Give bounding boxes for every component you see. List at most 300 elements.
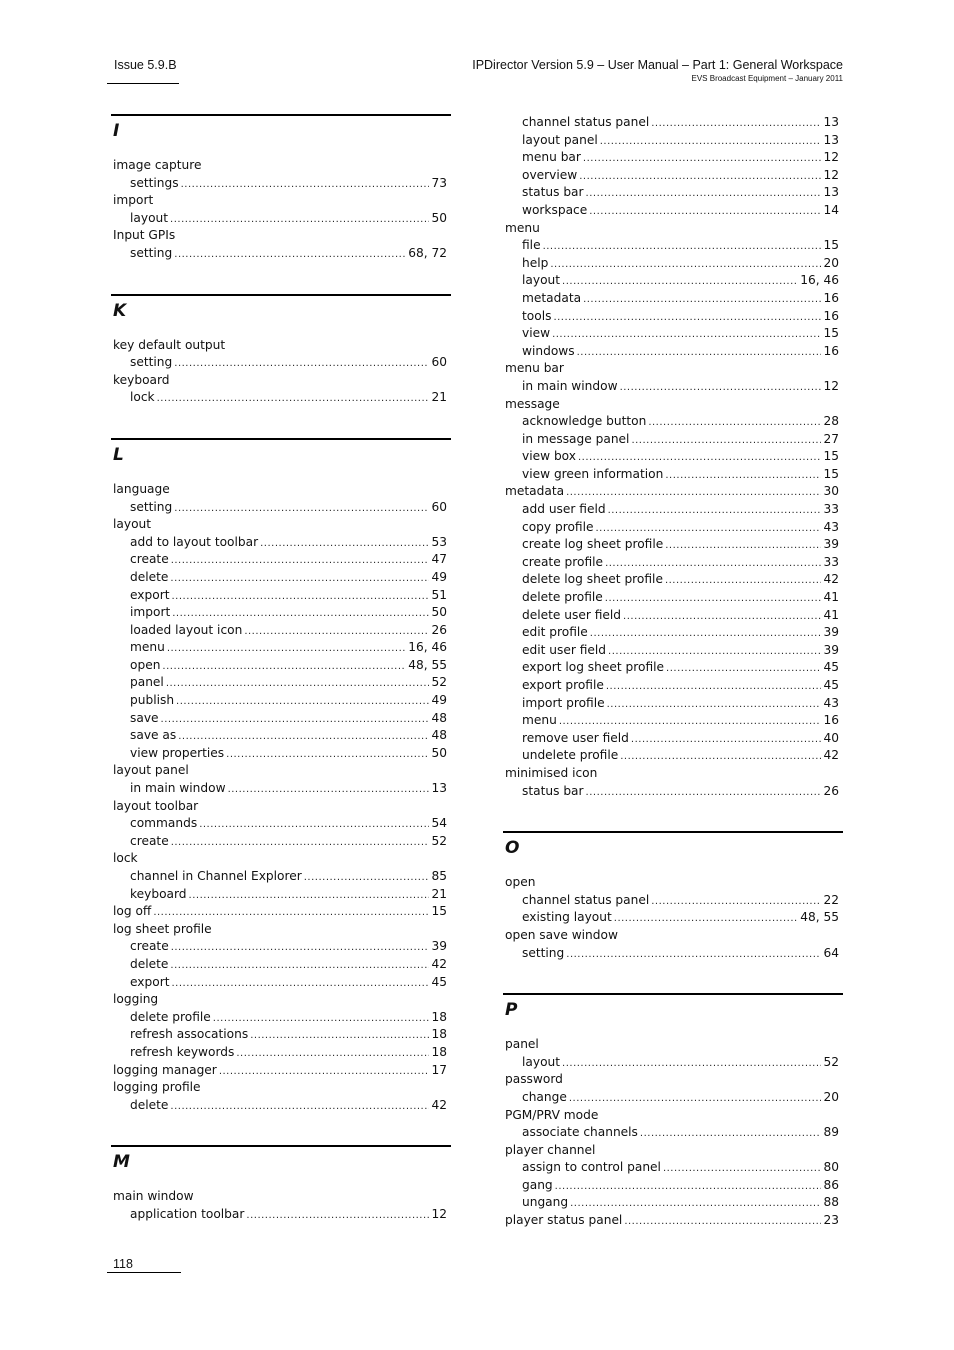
dot-leader [161,711,430,729]
index-entry [503,1107,843,1125]
dot-leader [543,238,822,256]
index-subentry [111,815,451,833]
index-subentry [503,1054,843,1072]
index-subentry [503,325,843,343]
document-title: IPDirector Version 5.9 – User Manual – Part 1: General Workspace [472,58,843,72]
dot-leader [213,1010,430,1028]
index-subentry [503,695,843,713]
index-subentry [503,184,843,202]
page-reference: 73 [431,175,447,190]
index-term: menu bar [505,361,564,376]
page-reference: 13 [823,115,839,129]
index-term: import [113,193,154,208]
dot-leader [605,555,821,573]
index-subentry [111,622,451,640]
index-term: channel in Channel Explorer [130,869,302,883]
index-term: create log sheet profile [522,537,664,552]
index-term: open save window [505,927,618,942]
dot-leader [623,608,821,626]
index-subentry [111,833,451,851]
index-subentry [503,413,843,431]
index-term: minimised icon [505,765,598,780]
index-entry [111,157,451,175]
page-reference: 42 [823,572,839,587]
page-reference: 16 [823,713,839,728]
index-subentry [111,674,451,692]
page-reference: 20 [823,1089,839,1104]
page-reference: 30 [823,484,839,499]
index-term: PGM/PRV mode [505,1107,599,1122]
index-subentry [111,692,451,710]
page-reference: 41 [823,607,839,622]
page-reference: 52 [823,1054,839,1069]
issue-label: Issue 5.9.B [114,58,177,72]
dot-leader [566,484,821,502]
index-entry [111,762,451,780]
header-rule [107,83,179,84]
index-term: view [522,326,551,341]
page-reference: 50 [431,605,447,620]
page-reference: 48, 55 [408,657,447,672]
index-subentry [111,1009,451,1027]
page-reference: 54 [431,816,447,831]
index-term: channel status panel [522,892,650,907]
dot-leader [559,713,822,731]
dot-leader [663,1160,822,1178]
index-term: layout [113,517,152,532]
index-term: windows [522,343,575,358]
index-column-left [111,114,451,1224]
index-term: loaded layout icon [130,622,243,637]
dot-leader [620,379,822,397]
dot-leader [170,1098,429,1116]
page-reference: 39 [823,537,839,552]
index-term: layout toolbar [113,798,199,813]
index-subentry [503,308,843,326]
page-reference: 16, 46 [408,640,447,655]
page-reference: 48, 55 [800,910,839,925]
index-subentry [503,1089,843,1107]
page-reference: 88 [823,1195,839,1210]
index-subentry [503,202,843,220]
section-letter: I [113,121,120,141]
index-entry [503,1071,843,1089]
index-term: gang [522,1177,553,1192]
index-entry [111,337,451,355]
index-term: panel [130,675,164,690]
dot-leader [236,1045,429,1063]
index-subentry [503,501,843,519]
index-term: delete log sheet profile [522,572,663,587]
page-reference: 16, 46 [800,273,839,288]
index-term: create [130,939,169,954]
dot-leader [304,869,430,887]
page-reference: 49 [431,693,447,708]
index-term: open [505,875,536,890]
index-term: delete [130,1097,169,1112]
section-gap [503,800,843,831]
index-term: keyboard [130,886,187,901]
page-reference: 42 [431,1097,447,1112]
page-reference: 80 [823,1160,839,1175]
index-term: save as [130,728,177,743]
index-term: refresh assocations [130,1027,249,1042]
index-subentry [503,1124,843,1142]
dot-leader [665,572,822,590]
dot-leader [595,520,821,538]
index-term: setting [130,499,173,514]
page-reference: 18 [431,1027,447,1042]
dot-leader [566,946,821,964]
index-term: import [130,605,171,620]
dot-leader [181,176,430,194]
index-term: export [130,974,170,989]
index-term: existing layout [522,910,612,925]
page-reference: 14 [823,202,839,217]
index-term: edit user field [522,642,607,657]
index-term: metadata [522,290,582,305]
index-column-right [503,114,843,1230]
section-gap [111,1114,451,1145]
page-reference: 16 [823,290,839,305]
index-subentry [111,551,451,569]
dot-leader [600,133,822,151]
index-term: delete [130,956,169,971]
index-subentry [503,255,843,273]
dot-leader [162,658,406,676]
index-term: create profile [522,554,604,569]
index-term: delete profile [130,1009,211,1024]
index-term: delete profile [522,590,603,605]
dot-leader [228,781,430,799]
dot-leader [176,693,429,711]
index-term: export profile [522,678,604,692]
dot-leader [199,816,429,834]
index-term: associate channels [522,1125,638,1140]
index-subentry [503,114,843,132]
dot-leader [171,552,430,570]
index-term: delete [130,569,169,584]
document-subtitle: EVS Broadcast Equipment – January 2011 [691,74,843,83]
index-entry [111,1062,451,1080]
page-reference: 60 [431,499,447,514]
index-term: image capture [113,158,202,172]
dot-leader [578,449,822,467]
index-entry [111,850,451,868]
page-reference: 45 [823,678,839,692]
index-term: edit profile [522,625,588,640]
index-term: undelete profile [522,748,619,763]
index-subentry [503,892,843,910]
index-subentry [503,167,843,185]
page-reference: 16 [823,308,839,323]
index-term: menu [522,713,557,728]
index-term: layout panel [113,763,189,778]
index-subentry [503,659,843,677]
index-entry [503,1142,843,1160]
dot-leader [562,1055,821,1073]
page-reference: 51 [431,587,447,602]
index-subentry [503,1177,843,1195]
index-subentry [503,571,843,589]
index-subentry [111,974,451,992]
index-term: create [130,552,169,567]
dot-leader [607,696,822,714]
index-subentry [503,149,843,167]
index-entry [111,372,451,390]
section-gap [111,263,451,294]
index-subentry [111,886,451,904]
index-term: message [505,396,560,411]
dot-leader [553,309,821,327]
index-term: logging [113,992,159,1007]
index-subentry [111,639,451,657]
page-reference: 43 [823,695,839,710]
index-term: layout panel [522,132,598,147]
index-term: export log sheet profile [522,660,665,675]
page-reference: 45 [823,660,839,675]
dot-leader [562,273,798,291]
index-subentry [111,1097,451,1115]
dot-leader [631,432,821,450]
dot-leader [552,326,821,344]
index-term: menu bar [522,150,581,165]
index-entry [503,483,843,501]
index-subentry [503,466,843,484]
dot-leader [579,168,821,186]
index-subentry [503,945,843,963]
index-subentry [503,519,843,537]
index-entry [111,991,451,1009]
index-term: logging profile [113,1080,201,1095]
page-reference: 13 [823,132,839,147]
index-section-k [111,263,451,407]
page-reference: 43 [823,519,839,534]
dot-leader [170,211,429,229]
page-reference: 33 [823,554,839,569]
dot-leader [167,640,406,658]
index-subentry [111,354,451,372]
page-reference: 86 [823,1177,839,1192]
index-term: save [130,710,159,725]
dot-leader [648,414,821,432]
index-term: add user field [522,502,606,517]
section-letter: M [113,1152,130,1173]
index-subentry [111,657,451,675]
index-subentry [503,237,843,255]
index-term: Input GPIs [113,228,176,243]
index-term: log sheet profile [113,921,212,936]
index-entry [503,396,843,414]
index-entry [503,1212,843,1230]
dot-leader [550,256,821,274]
index-section-m [111,1114,451,1223]
dot-leader [665,467,821,485]
index-term: copy profile [522,519,594,534]
page-reference: 12 [823,167,839,182]
index-subentry [503,290,843,308]
index-subentry [503,378,843,396]
dot-leader [586,784,822,802]
section-letter: O [505,838,520,859]
dot-leader [172,605,429,623]
dot-leader [605,590,822,608]
index-entry [503,1036,843,1054]
index-subentry [111,956,451,974]
page-reference: 15 [823,238,839,253]
index-subentry [503,589,843,607]
index-term: panel [505,1037,539,1052]
index-term: view green information [522,466,664,481]
index-section-continued [503,114,843,800]
index-term: refresh keywords [130,1044,235,1059]
page-reference: 50 [431,210,447,225]
dot-leader [157,390,430,408]
index-term: keyboard [113,372,170,387]
document-title-block [472,58,843,83]
index-section-p [503,962,843,1230]
dot-leader [606,678,822,696]
index-entry [111,921,451,939]
index-subentry [503,677,843,695]
page-reference: 12 [431,1206,447,1221]
index-term: setting [522,945,565,960]
page-reference: 48 [431,710,447,725]
index-subentry [111,780,451,798]
section-letter: L [113,444,124,465]
index-term: export [130,587,170,602]
page-reference: 20 [823,255,839,270]
index-term: assign to control panel [522,1160,661,1175]
index-section-l [111,407,451,1114]
dot-leader [174,500,429,518]
section-gap [111,407,451,438]
index-subentry [111,587,451,605]
index-term: lock [130,390,155,405]
index-subentry [111,604,451,622]
index-term: settings [130,175,179,190]
index-subentry [503,343,843,361]
footer-rule [107,1272,181,1273]
page-reference: 45 [431,974,447,989]
section-letter: K [113,300,127,321]
page-reference: 18 [431,1044,447,1059]
index-term: player status panel [505,1213,623,1228]
index-term: status bar [522,185,584,200]
index-term: open [130,657,161,672]
index-subentry [111,868,451,886]
index-term: overview [522,167,578,182]
index-term: commands [130,816,198,831]
dot-leader [189,887,430,905]
dot-leader [555,1178,822,1196]
index-subentry [503,642,843,660]
dot-leader [586,185,822,203]
index-term: language [113,481,170,496]
page-reference: 42 [823,748,839,763]
dot-leader [583,291,821,309]
index-subentry [111,569,451,587]
index-subentry [111,534,451,552]
index-term: publish [130,693,175,708]
page-reference: 13 [823,185,839,200]
dot-leader [631,731,822,749]
index-term: setting [130,245,173,260]
index-term: player channel [505,1142,596,1157]
page-reference: 12 [823,378,839,393]
page-reference: 12 [823,150,839,165]
index-term: setting [130,355,173,370]
dot-leader [244,623,429,641]
dot-leader [589,203,821,221]
index-entry [111,798,451,816]
index-subentry [503,730,843,748]
page-reference: 60 [431,355,447,370]
dot-leader [666,660,821,678]
page-reference: 89 [823,1125,839,1140]
index-section-i [111,114,451,263]
index-term: layout [522,1054,561,1069]
index-subentry [111,727,451,745]
page-reference: 40 [823,730,839,745]
index-term: add to layout toolbar [130,534,259,549]
index-entry [111,227,451,245]
page-reference: 18 [431,1009,447,1024]
dot-leader [665,537,821,555]
index-entry [503,360,843,378]
index-term: main window [113,1189,194,1204]
dot-leader [583,150,822,168]
index-term: log off [113,904,152,919]
page-number: 118 [113,1257,133,1271]
dot-leader [250,1027,429,1045]
dot-leader [608,502,822,520]
index-subentry [111,1206,451,1224]
index-term: in message panel [522,431,630,446]
index-term: menu [505,220,540,235]
index-subentry [503,272,843,290]
page-reference: 15 [823,449,839,464]
index-subentry [503,607,843,625]
index-subentry [111,245,451,263]
page-reference: 47 [431,552,447,567]
section-letter: P [505,1000,518,1021]
index-term: application toolbar [130,1206,245,1221]
page-reference: 39 [431,939,447,954]
dot-leader [226,746,429,764]
page-reference: 26 [823,783,839,798]
index-subentry [111,499,451,517]
index-term: import profile [522,695,605,710]
index-term: view box [522,449,576,464]
page-reference: 85 [431,869,447,883]
index-subentry [503,1159,843,1177]
index-term: logging manager [113,1062,217,1077]
index-subentry [111,710,451,728]
dot-leader [570,1195,821,1213]
index-term: menu [130,640,165,655]
dot-leader [171,834,430,852]
dot-leader [640,1125,822,1143]
dot-leader [614,910,798,928]
page-reference: 17 [431,1062,447,1077]
dot-leader [219,1063,430,1081]
index-subentry [111,175,451,193]
dot-leader [569,1090,822,1108]
page-reference: 23 [823,1213,839,1228]
page-reference: 68, 72 [408,245,447,260]
page-reference: 15 [823,326,839,341]
